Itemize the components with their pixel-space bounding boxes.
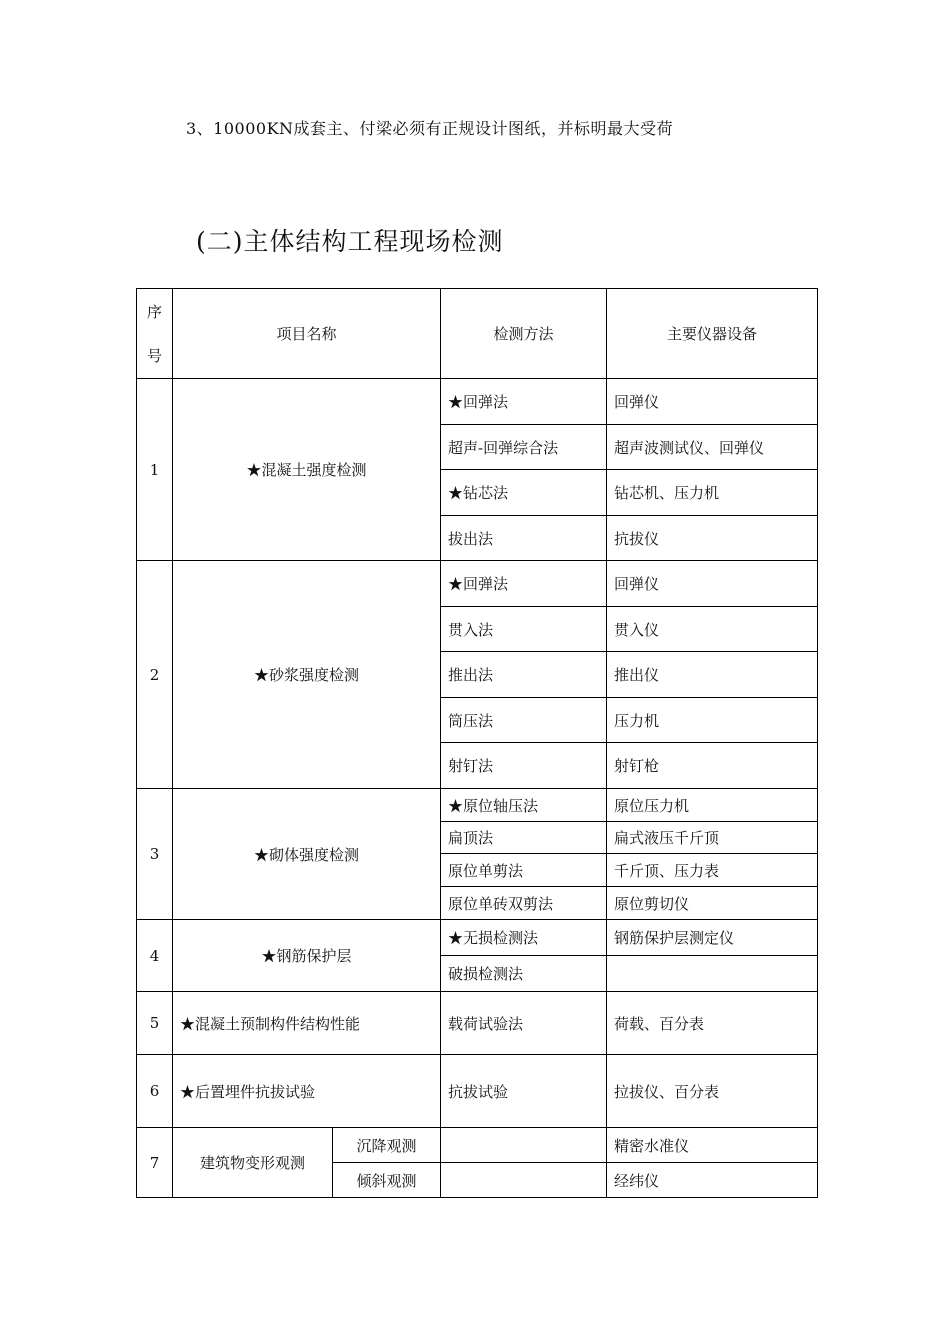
method-cell: 贯入法 [441,607,607,652]
equipment-cell: 经纬仪 [607,1163,818,1198]
equipment-cell: 抗拔仪 [607,516,818,561]
item-name: ★混凝土强度检测 [173,379,441,561]
header-item: 项目名称 [173,289,441,379]
inspection-table [136,288,818,1198]
method-cell: 原位单砖双剪法 [441,887,607,920]
method-cell: 抗拔试验 [441,1055,607,1128]
method-cell [441,1128,607,1163]
header-seq-line-2: 号 [146,346,162,365]
equipment-cell: 回弹仪 [607,379,818,425]
header-seq [137,289,173,379]
equipment-cell: 射钉枪 [607,743,818,789]
method-cell: ★原位轴压法 [441,789,607,822]
equipment-cell: 荷载、百分表 [607,992,818,1055]
method-cell: 拔出法 [441,516,607,561]
table-row [137,920,818,956]
sub-item-name: 沉降观测 [333,1128,441,1163]
equipment-cell: 拉拔仪、百分表 [607,1055,818,1128]
table-row [137,561,818,607]
equipment-cell: 千斤顶、压力表 [607,854,818,887]
table-header-row [137,289,818,379]
header-seq-line-1: 序 [146,302,162,321]
item-name: ★砌体强度检测 [173,789,441,920]
header-method: 检测方法 [441,289,607,379]
method-cell: 破损检测法 [441,956,607,992]
method-cell: 扁顶法 [441,822,607,854]
row-number: 7 [137,1128,173,1198]
equipment-cell: 原位压力机 [607,789,818,822]
method-cell: 原位单剪法 [441,854,607,887]
equipment-cell [607,956,818,992]
method-cell: 筒压法 [441,698,607,743]
equipment-cell: 回弹仪 [607,561,818,607]
equipment-cell: 精密水准仪 [607,1128,818,1163]
method-cell: ★钻芯法 [441,470,607,516]
table-row [137,992,818,1055]
item-name: ★后置埋件抗拔试验 [173,1055,441,1128]
method-cell: 射钉法 [441,743,607,789]
equipment-cell: 压力机 [607,698,818,743]
method-cell [441,1163,607,1198]
sub-item-name: 倾斜观测 [333,1163,441,1198]
method-cell: 载荷试验法 [441,992,607,1055]
item-name: ★砂浆强度检测 [173,561,441,789]
method-cell: 推出法 [441,652,607,698]
intro-paragraph: 3、10000KN成套主、付梁必须有正规设计图纸，并标明最大受荷 [186,119,674,138]
table-row [137,1055,818,1128]
method-cell: ★回弹法 [441,379,607,425]
equipment-cell: 推出仪 [607,652,818,698]
equipment-cell: 钻芯机、压力机 [607,470,818,516]
equipment-cell: 原位剪切仪 [607,887,818,920]
row-number: 2 [137,561,173,789]
row-number: 5 [137,992,173,1055]
item-name: ★钢筋保护层 [173,920,441,992]
header-equipment: 主要仪器设备 [607,289,818,379]
equipment-cell: 钢筋保护层测定仪 [607,920,818,956]
section-title: (二)主体结构工程现场检测 [196,227,504,256]
item-name: 建筑物变形观测 [173,1128,333,1198]
equipment-cell: 扁式液压千斤顶 [607,822,818,854]
table-row [137,1128,818,1163]
method-cell: ★回弹法 [441,561,607,607]
row-number: 3 [137,789,173,920]
method-cell: 超声-回弹综合法 [441,425,607,470]
equipment-cell: 贯入仪 [607,607,818,652]
row-number: 1 [137,379,173,561]
row-number: 6 [137,1055,173,1128]
table-row [137,379,818,425]
item-name: ★混凝土预制构件结构性能 [173,992,441,1055]
row-number: 4 [137,920,173,992]
method-cell: ★无损检测法 [441,920,607,956]
equipment-cell: 超声波测试仪、回弹仪 [607,425,818,470]
table-row [137,789,818,822]
